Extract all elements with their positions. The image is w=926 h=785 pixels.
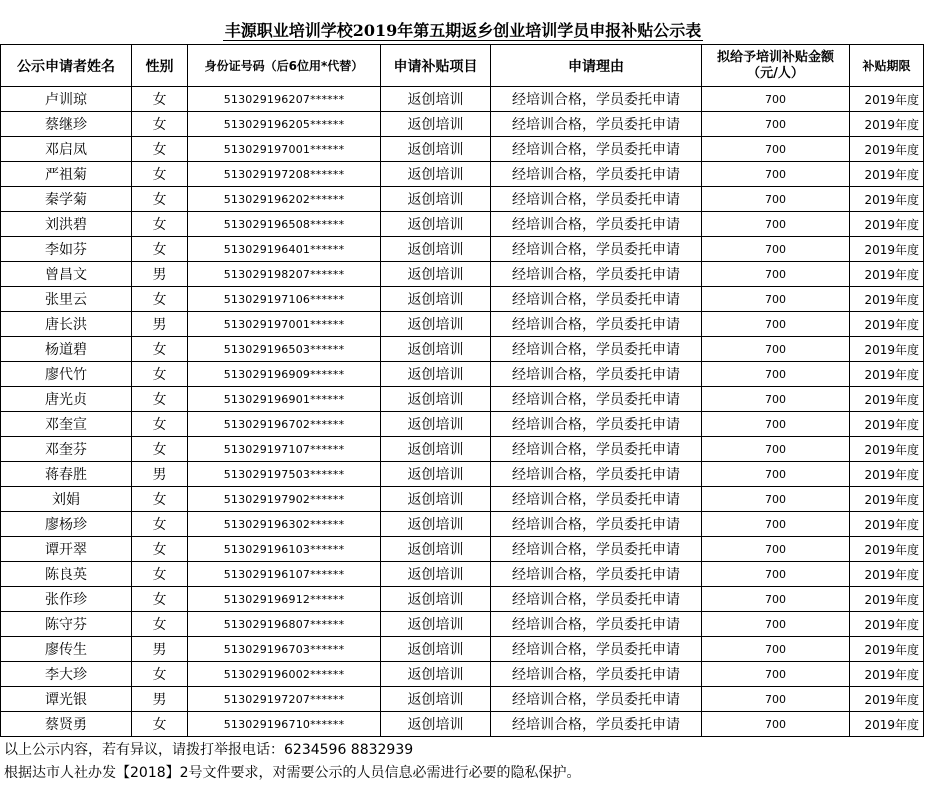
cell-reason: 经培训合格，学员委托申请 <box>491 487 702 512</box>
cell-period: 2019年度 <box>850 362 924 387</box>
cell-reason: 经培训合格，学员委托申请 <box>491 287 702 312</box>
cell-amount: 700 <box>702 212 850 237</box>
cell-amount: 700 <box>702 437 850 462</box>
cell-amount: 700 <box>702 337 850 362</box>
header-project: 申请补贴项目 <box>381 45 491 87</box>
table-row <box>1 537 924 562</box>
cell-amount: 700 <box>702 487 850 512</box>
cell-gender: 女 <box>132 237 188 262</box>
cell-name: 曾昌文 <box>1 262 132 287</box>
cell-reason: 经培训合格，学员委托申请 <box>491 462 702 487</box>
cell-period: 2019年度 <box>850 437 924 462</box>
cell-period: 2019年度 <box>850 187 924 212</box>
table-row <box>1 587 924 612</box>
table-row <box>1 612 924 637</box>
header-reason: 申请理由 <box>491 45 702 87</box>
cell-project: 返创培训 <box>381 612 491 637</box>
cell-period: 2019年度 <box>850 137 924 162</box>
cell-amount: 700 <box>702 587 850 612</box>
cell-period: 2019年度 <box>850 637 924 662</box>
cell-amount: 700 <box>702 312 850 337</box>
cell-project: 返创培训 <box>381 587 491 612</box>
cell-gender: 女 <box>132 512 188 537</box>
table-row <box>1 212 924 237</box>
cell-id-number: 513029196302****** <box>188 512 381 537</box>
table-row <box>1 87 924 112</box>
cell-gender: 男 <box>132 262 188 287</box>
cell-id-number: 513029196207****** <box>188 87 381 112</box>
cell-reason: 经培训合格，学员委托申请 <box>491 412 702 437</box>
cell-name: 李大珍 <box>1 662 132 687</box>
table-row <box>1 662 924 687</box>
cell-name: 邓奎芬 <box>1 437 132 462</box>
cell-name: 张作珍 <box>1 587 132 612</box>
cell-id-number: 513029197902****** <box>188 487 381 512</box>
cell-gender: 女 <box>132 537 188 562</box>
cell-gender: 女 <box>132 112 188 137</box>
cell-project: 返创培训 <box>381 662 491 687</box>
cell-id-number: 513029196202****** <box>188 187 381 212</box>
cell-reason: 经培训合格，学员委托申请 <box>491 87 702 112</box>
table-row <box>1 462 924 487</box>
cell-gender: 女 <box>132 712 188 737</box>
cell-gender: 女 <box>132 487 188 512</box>
cell-name: 卢训琼 <box>1 87 132 112</box>
footer-privacy-line: 根据达市人社办发【2018】2号文件要求，对需要公示的人员信息必需进行必要的隐私保护。 <box>4 765 581 781</box>
cell-name: 陈守芬 <box>1 612 132 637</box>
cell-name: 邓启凤 <box>1 137 132 162</box>
cell-id-number: 513029196503****** <box>188 337 381 362</box>
cell-project: 返创培训 <box>381 437 491 462</box>
table-row <box>1 687 924 712</box>
cell-project: 返创培训 <box>381 562 491 587</box>
cell-id-number: 513029196702****** <box>188 412 381 437</box>
cell-gender: 女 <box>132 212 188 237</box>
table-row <box>1 362 924 387</box>
cell-gender: 女 <box>132 287 188 312</box>
cell-gender: 女 <box>132 437 188 462</box>
cell-amount: 700 <box>702 387 850 412</box>
cell-amount: 700 <box>702 512 850 537</box>
table-row <box>1 712 924 737</box>
cell-id-number: 513029197001****** <box>188 137 381 162</box>
cell-amount: 700 <box>702 237 850 262</box>
table-row <box>1 112 924 137</box>
cell-project: 返创培训 <box>381 112 491 137</box>
cell-amount: 700 <box>702 462 850 487</box>
cell-id-number: 513029196401****** <box>188 237 381 262</box>
cell-gender: 女 <box>132 362 188 387</box>
cell-reason: 经培训合格，学员委托申请 <box>491 137 702 162</box>
cell-reason: 经培训合格，学员委托申请 <box>491 387 702 412</box>
table-row <box>1 487 924 512</box>
cell-project: 返创培训 <box>381 687 491 712</box>
table-row <box>1 312 924 337</box>
cell-name: 刘娟 <box>1 487 132 512</box>
cell-gender: 男 <box>132 687 188 712</box>
cell-name: 张里云 <box>1 287 132 312</box>
table-row <box>1 237 924 262</box>
cell-period: 2019年度 <box>850 462 924 487</box>
cell-amount: 700 <box>702 712 850 737</box>
cell-gender: 女 <box>132 612 188 637</box>
cell-id-number: 513029196909****** <box>188 362 381 387</box>
cell-amount: 700 <box>702 162 850 187</box>
cell-name: 刘洪碧 <box>1 212 132 237</box>
cell-period: 2019年度 <box>850 262 924 287</box>
cell-period: 2019年度 <box>850 87 924 112</box>
cell-gender: 女 <box>132 562 188 587</box>
cell-amount: 700 <box>702 412 850 437</box>
table-row <box>1 287 924 312</box>
table-row <box>1 387 924 412</box>
cell-gender: 男 <box>132 637 188 662</box>
cell-period: 2019年度 <box>850 237 924 262</box>
table-row <box>1 562 924 587</box>
cell-reason: 经培训合格，学员委托申请 <box>491 662 702 687</box>
cell-project: 返创培训 <box>381 637 491 662</box>
cell-amount: 700 <box>702 637 850 662</box>
cell-period: 2019年度 <box>850 312 924 337</box>
table-row <box>1 412 924 437</box>
cell-amount: 700 <box>702 262 850 287</box>
table-row <box>1 512 924 537</box>
subsidy-table <box>0 44 924 737</box>
cell-amount: 700 <box>702 87 850 112</box>
cell-name: 唐光贞 <box>1 387 132 412</box>
cell-name: 廖传生 <box>1 637 132 662</box>
cell-id-number: 513029196002****** <box>188 662 381 687</box>
cell-project: 返创培训 <box>381 512 491 537</box>
cell-reason: 经培训合格，学员委托申请 <box>491 212 702 237</box>
cell-gender: 女 <box>132 162 188 187</box>
cell-project: 返创培训 <box>381 162 491 187</box>
cell-period: 2019年度 <box>850 612 924 637</box>
cell-id-number: 513029196901****** <box>188 387 381 412</box>
table-row <box>1 337 924 362</box>
cell-name: 杨道碧 <box>1 337 132 362</box>
cell-project: 返创培训 <box>381 137 491 162</box>
header-id: 身份证号码（后6位用*代替） <box>188 45 381 87</box>
table-row <box>1 637 924 662</box>
header-period: 补贴期限 <box>850 45 924 87</box>
cell-id-number: 513029196103****** <box>188 537 381 562</box>
table-row <box>1 187 924 212</box>
cell-period: 2019年度 <box>850 337 924 362</box>
cell-reason: 经培训合格，学员委托申请 <box>491 237 702 262</box>
table-header <box>1 45 924 87</box>
cell-period: 2019年度 <box>850 512 924 537</box>
cell-reason: 经培训合格，学员委托申请 <box>491 437 702 462</box>
cell-id-number: 513029197503****** <box>188 462 381 487</box>
header-gender: 性别 <box>132 45 188 87</box>
cell-gender: 男 <box>132 312 188 337</box>
cell-amount: 700 <box>702 187 850 212</box>
cell-name: 蒋春胜 <box>1 462 132 487</box>
cell-period: 2019年度 <box>850 412 924 437</box>
cell-name: 李如芬 <box>1 237 132 262</box>
cell-amount: 700 <box>702 287 850 312</box>
cell-period: 2019年度 <box>850 562 924 587</box>
cell-id-number: 513029196912****** <box>188 587 381 612</box>
cell-project: 返创培训 <box>381 312 491 337</box>
cell-period: 2019年度 <box>850 687 924 712</box>
cell-period: 2019年度 <box>850 287 924 312</box>
cell-reason: 经培训合格，学员委托申请 <box>491 162 702 187</box>
table-row <box>1 137 924 162</box>
cell-gender: 女 <box>132 187 188 212</box>
cell-gender: 女 <box>132 412 188 437</box>
cell-reason: 经培训合格，学员委托申请 <box>491 312 702 337</box>
cell-id-number: 513029196107****** <box>188 562 381 587</box>
header-row <box>1 45 924 87</box>
cell-project: 返创培训 <box>381 712 491 737</box>
cell-name: 蔡贤勇 <box>1 712 132 737</box>
cell-reason: 经培训合格，学员委托申请 <box>491 712 702 737</box>
cell-gender: 女 <box>132 662 188 687</box>
cell-project: 返创培训 <box>381 187 491 212</box>
cell-name: 邓奎宣 <box>1 412 132 437</box>
cell-gender: 女 <box>132 387 188 412</box>
cell-id-number: 513029196703****** <box>188 637 381 662</box>
cell-id-number: 513029197106****** <box>188 287 381 312</box>
cell-period: 2019年度 <box>850 537 924 562</box>
cell-amount: 700 <box>702 362 850 387</box>
cell-reason: 经培训合格，学员委托申请 <box>491 112 702 137</box>
cell-id-number: 513029197107****** <box>188 437 381 462</box>
table-row <box>1 162 924 187</box>
cell-reason: 经培训合格，学员委托申请 <box>491 362 702 387</box>
cell-reason: 经培训合格，学员委托申请 <box>491 612 702 637</box>
document-title <box>0 18 926 44</box>
cell-reason: 经培训合格，学员委托申请 <box>491 187 702 212</box>
table-body <box>1 87 924 737</box>
cell-reason: 经培训合格，学员委托申请 <box>491 562 702 587</box>
cell-name: 廖代竹 <box>1 362 132 387</box>
cell-period: 2019年度 <box>850 112 924 137</box>
cell-name: 廖杨珍 <box>1 512 132 537</box>
cell-project: 返创培训 <box>381 537 491 562</box>
cell-reason: 经培训合格，学员委托申请 <box>491 537 702 562</box>
header-amount: 拟给予培训补贴金额（元/人） <box>702 45 850 87</box>
cell-project: 返创培训 <box>381 487 491 512</box>
cell-project: 返创培训 <box>381 387 491 412</box>
cell-period: 2019年度 <box>850 212 924 237</box>
header-name: 公示申请者姓名 <box>1 45 132 87</box>
cell-amount: 700 <box>702 662 850 687</box>
table-row <box>1 437 924 462</box>
cell-period: 2019年度 <box>850 712 924 737</box>
cell-reason: 经培训合格，学员委托申请 <box>491 637 702 662</box>
cell-amount: 700 <box>702 137 850 162</box>
cell-reason: 经培训合格，学员委托申请 <box>491 587 702 612</box>
cell-reason: 经培训合格，学员委托申请 <box>491 262 702 287</box>
cell-id-number: 513029197001****** <box>188 312 381 337</box>
cell-name: 严祖菊 <box>1 162 132 187</box>
cell-period: 2019年度 <box>850 662 924 687</box>
cell-name: 秦学菊 <box>1 187 132 212</box>
cell-project: 返创培训 <box>381 337 491 362</box>
cell-id-number: 513029196807****** <box>188 612 381 637</box>
cell-gender: 女 <box>132 137 188 162</box>
cell-id-number: 513029196205****** <box>188 112 381 137</box>
cell-period: 2019年度 <box>850 587 924 612</box>
cell-name: 蔡继珍 <box>1 112 132 137</box>
cell-reason: 经培训合格，学员委托申请 <box>491 687 702 712</box>
footer-report-line: 以上公示内容，若有异议，请拨打举报电话：6234596 8832939 <box>4 742 414 758</box>
cell-gender: 男 <box>132 462 188 487</box>
cell-project: 返创培训 <box>381 237 491 262</box>
cell-id-number: 513029196508****** <box>188 212 381 237</box>
cell-gender: 女 <box>132 87 188 112</box>
cell-amount: 700 <box>702 537 850 562</box>
cell-name: 陈良英 <box>1 562 132 587</box>
cell-id-number: 513029198207****** <box>188 262 381 287</box>
cell-name: 谭光银 <box>1 687 132 712</box>
cell-gender: 女 <box>132 587 188 612</box>
cell-project: 返创培训 <box>381 212 491 237</box>
cell-reason: 经培训合格，学员委托申请 <box>491 512 702 537</box>
cell-id-number: 513029197207****** <box>188 687 381 712</box>
cell-project: 返创培训 <box>381 287 491 312</box>
cell-amount: 700 <box>702 612 850 637</box>
table-row <box>1 262 924 287</box>
cell-amount: 700 <box>702 687 850 712</box>
cell-id-number: 513029197208****** <box>188 162 381 187</box>
cell-gender: 女 <box>132 337 188 362</box>
cell-project: 返创培训 <box>381 462 491 487</box>
cell-project: 返创培训 <box>381 362 491 387</box>
cell-project: 返创培训 <box>381 87 491 112</box>
cell-reason: 经培训合格，学员委托申请 <box>491 337 702 362</box>
document-title-text: 丰源职业培训学校2019年第五期返乡创业培训学员申报补贴公示表 <box>224 21 702 40</box>
cell-name: 唐长洪 <box>1 312 132 337</box>
cell-amount: 700 <box>702 562 850 587</box>
cell-amount: 700 <box>702 112 850 137</box>
cell-period: 2019年度 <box>850 487 924 512</box>
cell-period: 2019年度 <box>850 387 924 412</box>
cell-project: 返创培训 <box>381 412 491 437</box>
cell-name: 谭开翠 <box>1 537 132 562</box>
cell-id-number: 513029196710****** <box>188 712 381 737</box>
cell-period: 2019年度 <box>850 162 924 187</box>
cell-project: 返创培训 <box>381 262 491 287</box>
